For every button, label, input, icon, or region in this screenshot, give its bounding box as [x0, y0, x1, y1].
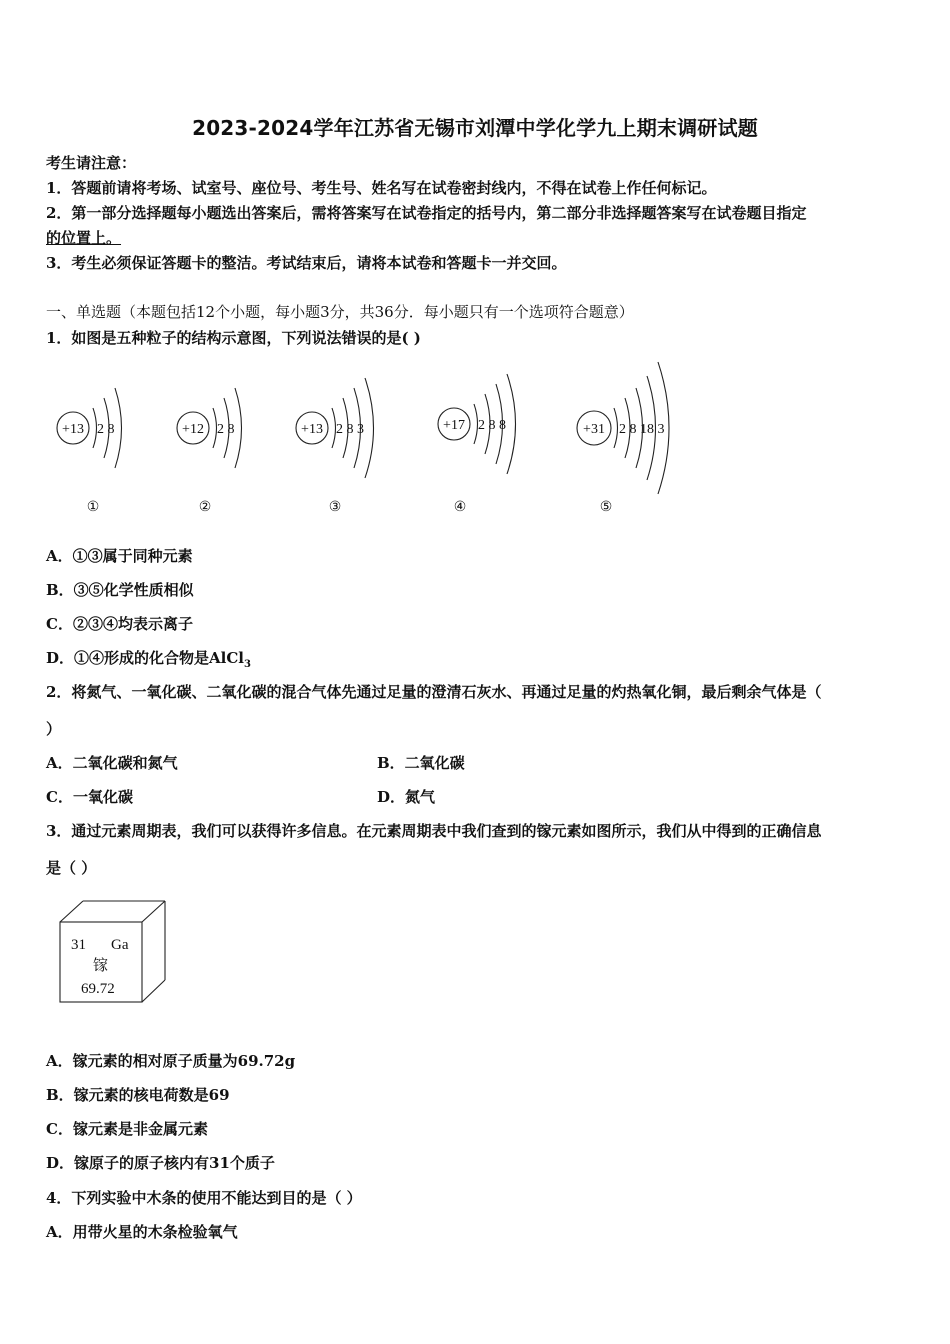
notice-heading: 考生请注意： [46, 154, 137, 172]
q2-option-d: D．氮气 [377, 788, 436, 806]
element-name: 镓 [93, 958, 109, 974]
q2-stem-line2: ） [46, 720, 62, 738]
q3-stem-line1: 3．通过元素周期表，我们可以获得许多信息。在元素周期表中我们查到的镓元素如图所示，我们从中得到的正确信息 [46, 822, 822, 840]
atom-structure-diagrams [40, 350, 700, 525]
notice-item-3: 3．考生必须保证答题卡的整洁。考试结束后，请将本试卷和答题卡一并交回。 [46, 254, 567, 272]
atom-2-label: ② [198, 500, 212, 515]
notice-item-2: 2．第一部分选择题每小题选出答案后，需将答案写在试卷指定的括号内，第二部分非选择题答案写在试卷题目指定 [46, 204, 807, 222]
atom-4-label: ④ [453, 500, 467, 515]
atom-2-nucleus: +12 [182, 422, 204, 437]
q2-option-a: A．二氧化碳和氮气 [46, 754, 178, 772]
q1-option-c: C．②③④均表示离子 [46, 615, 193, 633]
element-number: 31 [71, 937, 86, 953]
atom-1-nucleus: +13 [62, 422, 84, 437]
q4-option-a: A．用带火星的木条检验氧气 [46, 1223, 238, 1241]
notice-item-1: 1．答题前请将考场、试室号、座位号、考生号、姓名写在试卷密封线内，不得在试卷上作任何标记。 [46, 179, 717, 197]
atom-5-shells: 2 8 18 3 [619, 422, 665, 437]
q1-option-d: D．①④形成的化合物是AlCl$_3$ [46, 649, 251, 670]
atom-3-nucleus: +13 [301, 422, 323, 437]
atom-3-shells: 2 8 3 [336, 422, 364, 437]
q3-option-d: D．镓原子的原子核内有31个质子 [46, 1154, 275, 1172]
q2-option-c: C．一氧化碳 [46, 788, 133, 806]
atom-3-label: ③ [328, 500, 342, 515]
element-symbol: Ga [111, 937, 129, 953]
q1-option-a: A．①③属于同种元素 [46, 547, 193, 565]
q1-option-b: B．③⑤化学性质相似 [46, 581, 194, 599]
atom-1-label: ① [86, 500, 100, 515]
atom-4-nucleus: +17 [443, 418, 465, 433]
q3-stem-line2: 是（ ） [46, 859, 97, 877]
page-title: 2023-2024学年江苏省无锡市刘潭中学化学九上期末调研试题 [192, 116, 758, 140]
notice-item-2-cont: 的位置上。 [46, 229, 122, 247]
q3-option-b: B．镓元素的核电荷数是69 [46, 1086, 230, 1104]
q1-stem: 1．如图是五种粒子的结构示意图，下列说法错误的是( ) [46, 329, 421, 347]
atom-5-label: ⑤ [599, 500, 613, 515]
periodic-table-cell [55, 898, 170, 1006]
q3-option-c: C．镓元素是非金属元素 [46, 1120, 208, 1138]
q2-option-b: B．二氧化碳 [377, 754, 465, 772]
atom-1-shells: 2 8 [97, 422, 115, 437]
atom-2-shells: 2 8 [217, 422, 235, 437]
section-heading: 一、单选题（本题包括12个小题，每小题3分，共36分．每小题只有一个选项符合题意） [46, 303, 634, 321]
q2-stem-line1: 2．将氮气、一氧化碳、二氧化碳的混合气体先通过足量的澄清石灰水、再通过足量的灼热氧化铜，最后剩余气体是（ [46, 683, 822, 701]
element-mass: 69.72 [81, 981, 115, 997]
q4-stem: 4．下列实验中木条的使用不能达到目的是（ ） [46, 1189, 362, 1207]
atom-4-shells: 2 8 8 [478, 418, 506, 433]
q3-option-a: A．镓元素的相对原子质量为69.72g [46, 1052, 296, 1070]
atom-5-nucleus: +31 [583, 422, 605, 437]
